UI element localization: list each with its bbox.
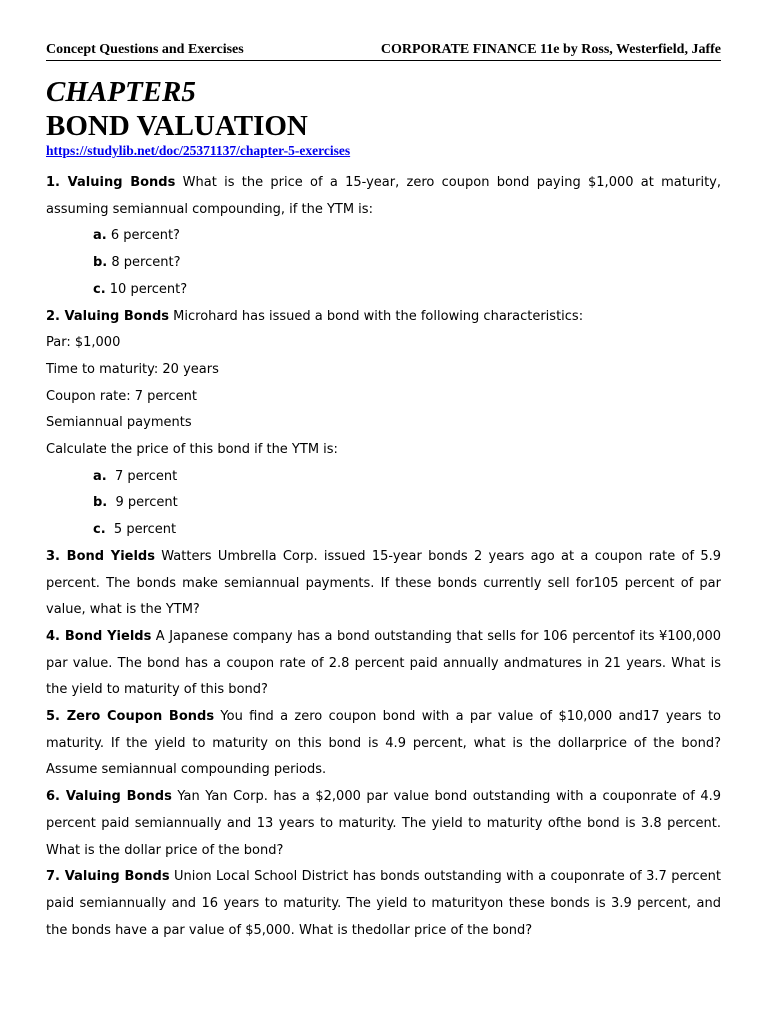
header-rule (46, 60, 721, 61)
question-2-option-a (46, 464, 721, 491)
option-text: 9 percent (107, 495, 178, 511)
question-7-text: Union Local School District has bonds outstanding with a couponrate of 3.7 percent paid semiannually and 16 years to maturity. The yield to maturityon these bonds is 3.9 percent, and the bonds have a par value of $5,000. What is thedollar price of the bond? (46, 869, 721, 938)
option-text: 5 percent (105, 522, 177, 538)
option-text: 6 percent? (106, 228, 180, 244)
question-1-text: What is the price of a 15-year, zero coupon bond paying $1,000 at maturity, assuming semiannual compounding, if the YTM is: (46, 175, 721, 217)
question-1-heading: 1. Valuing Bonds (46, 175, 176, 190)
question-1 (46, 170, 721, 223)
option-label: a. (93, 228, 107, 244)
questions-body (46, 170, 721, 944)
question-2-option-b (46, 490, 721, 517)
question-3-text: Watters Umbrella Corp. issued 15-year bonds 2 years ago at a coupon rate of 5.9 percent. The bonds make semiannual payments. If these bonds currently sell for105 percent of par value, what is the YTM? (46, 548, 721, 618)
source-link[interactable]: https://studylib.net/doc/25371137/chapter-5-exercises (46, 143, 351, 158)
option-label: c. (93, 522, 106, 538)
option-text: 7 percent (106, 468, 178, 484)
question-2-option-c (46, 517, 721, 544)
question-6-heading: 6. Valuing Bonds (46, 789, 172, 805)
question-2-text: Microhard has issued a bond with the following characteristics: (169, 308, 584, 324)
question-2-coupon: Coupon rate: 7 percent (46, 388, 197, 404)
question-3 (46, 544, 721, 624)
header-right: CORPORATE FINANCE 11e by Ross, Westerfield, Jaffe (380, 42, 721, 57)
question-2-payments: Semiannual payments (46, 415, 192, 431)
chapter-label: CHAPTER5 (46, 76, 196, 108)
question-3-heading: 3. Bond Yields (46, 548, 155, 564)
question-5-text: You find a zero coupon bond with a par value of $10,000 and17 years to maturity. If the yield to maturity on this bond is 4.9 percent, what is the dollarprice of the bond?Assume semiannual compounding periods. (46, 709, 721, 778)
question-7 (46, 864, 721, 944)
question-4-heading: 4. Bond Yields (46, 628, 152, 644)
question-1-option-b (46, 250, 721, 277)
option-label: b. (93, 495, 108, 511)
question-5 (46, 704, 721, 784)
question-2-par: Par: $1,000 (46, 335, 121, 351)
question-2-calc: Calculate the price of this bond if the YTM is: (46, 442, 338, 458)
question-2 (46, 304, 721, 331)
option-label: b. (93, 255, 108, 271)
page-title: BOND VALUATION (46, 110, 308, 142)
running-header (46, 42, 721, 62)
question-5-heading: 5. Zero Coupon Bonds (46, 709, 215, 725)
option-text: 10 percent? (105, 281, 188, 297)
question-1-option-c (46, 277, 721, 304)
header-left: Concept Questions and Exercises (46, 42, 244, 57)
option-label: c. (93, 281, 106, 297)
question-1-option-a (46, 223, 721, 250)
option-label: a. (93, 468, 107, 484)
question-2-heading: 2. Valuing Bonds (46, 308, 170, 324)
question-4-text: A Japanese company has a bond outstanding that sells for 106 percentof its ¥100,000 par value. The bond has a coupon rate of 2.8 percent paid annually andmatures in 21 years. What is the yield to maturity of this bond? (46, 628, 721, 698)
question-6 (46, 784, 721, 864)
question-4 (46, 624, 721, 704)
question-7-heading: 7. Valuing Bonds (46, 869, 170, 885)
option-text: 8 percent? (107, 255, 181, 271)
question-2-time: Time to maturity: 20 years (46, 361, 219, 377)
question-6-text: Yan Yan Corp. has a $2,000 par value bond outstanding with a couponrate of 4.9 percent paid semiannually and 13 years to maturity. The yield to maturity ofthe bond is 3.8 percent. What is the dollar price of the bond? (46, 789, 721, 858)
